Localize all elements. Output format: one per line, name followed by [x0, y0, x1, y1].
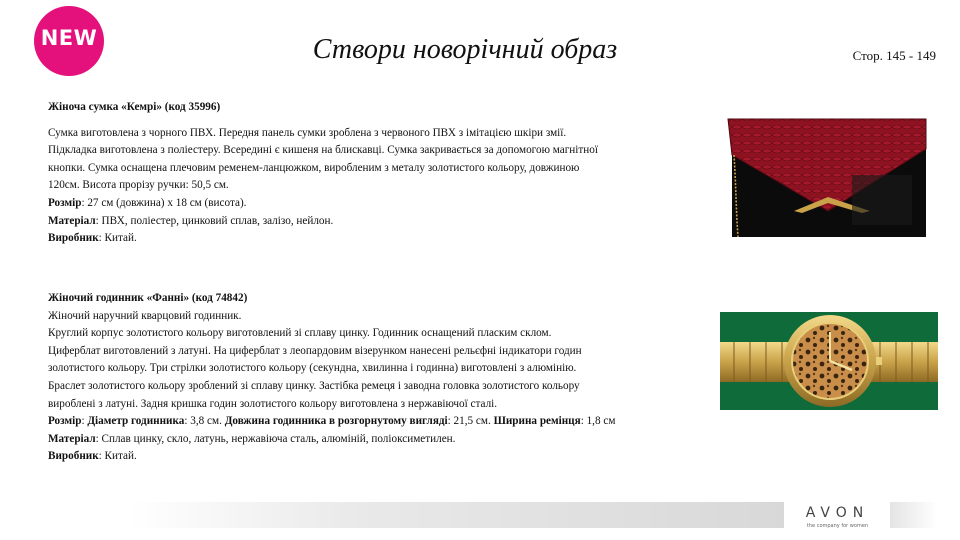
new-badge-label: NEW [40, 26, 98, 50]
watch-width-value: : 1,8 см [580, 415, 616, 428]
watch-heading: Жіночий годинник «Фанні» (код 74842) [48, 292, 248, 304]
watch-text-line: Циферблат виготовлений з латуні. На циферблат з леопардовим візерунком нанесені рельєфні індикатори годин [48, 344, 582, 357]
watch-maker [48, 448, 684, 466]
bag-size [48, 195, 684, 213]
footer-bar-right [890, 502, 938, 528]
page-title: Створи новорічний образ [312, 34, 618, 65]
watch-text-line: Жіночий наручний кварцовий годинник. [48, 309, 242, 322]
bag-material-label: Матеріал [48, 214, 96, 227]
bag-material [48, 213, 684, 231]
watch-text-line: золотистого кольору. Три стрілки золотистого кольору (секундна, хвилинна і годинна) виготовлені з алюмінію. [48, 362, 577, 375]
bag-maker [48, 230, 684, 248]
bag-maker-label: Виробник [48, 232, 99, 245]
watch-len-label: Довжина годинника в розгорнутому вигляді [224, 415, 448, 428]
bag-photo [722, 115, 928, 239]
watch-material-value: : Сплав цинку, скло, латунь, нержавіюча сталь, алюміній, поліоксиметилен. [95, 432, 456, 445]
bag-material-value: : ПВХ, поліестер, цинковий сплав, залізо, нейлон. [95, 214, 334, 227]
new-badge [34, 6, 104, 76]
bag-text-line: 120см. Висота прорізу ручки: 50,5 см. [48, 179, 229, 192]
watch-photo [720, 312, 938, 410]
avon-logo [795, 505, 880, 529]
bag-text-line: Сумка виготовлена з чорного ПВХ. Передня панель сумки зроблена з червоного ПВХ з імітацією шкіри змії. [48, 126, 567, 139]
watch-material-label: Матеріал [48, 432, 96, 445]
watch-description [48, 290, 684, 466]
watch-size-label: Розмір [48, 415, 82, 428]
watch-text-line: Браслет золотистого кольору зроблений зі сплаву цинку. Застібка ремеця і заводна головка золотистого кольору [48, 379, 580, 392]
watch-illustration [720, 312, 938, 410]
footer-bar [130, 502, 784, 528]
watch-width-label: Ширина ремінця [493, 415, 581, 428]
bag-heading: Жіноча сумка «Кемрі» (код 35996) [48, 101, 221, 113]
watch-len-value: : 21,5 см. [447, 415, 494, 428]
bag-maker-value: : Китай. [98, 232, 137, 245]
bag-description [48, 99, 684, 248]
watch-size [48, 413, 684, 431]
bag-size-value: : 27 см (довжина) х 18 см (висота). [81, 196, 247, 209]
watch-maker-label: Виробник [48, 450, 99, 463]
watch-size-sep: : [81, 415, 88, 428]
bag-illustration [722, 115, 928, 239]
watch-material [48, 431, 684, 449]
watch-diam-value: : 3,8 см. [184, 415, 225, 428]
bag-size-label: Розмір [48, 196, 82, 209]
page-range: Стор. 145 - 149 [852, 48, 936, 63]
watch-text-line: Круглий корпус золотистого кольору виготовлений зі сплаву цинку. Годинник оснащений пласким склом. [48, 327, 552, 340]
bag-text-line: кнопки. Сумка оснащена плечовим ременем-ланцюжком, виробленим з металу золотистого кольору, довжиною [48, 161, 580, 174]
avon-tagline: the company for women [806, 523, 869, 529]
bag-text-line: Підкладка виготовлена з поліестеру. Всередині є кишеня на блискавці. Сумка закривається за допомогою магнітної [48, 144, 598, 157]
watch-text-line: вироблені з латуні. Задня кришка годин золотистого кольору виготовлена з нержавіючої сталі. [48, 397, 498, 410]
watch-diam-label: Діаметр годинника [87, 415, 185, 428]
avon-brand: AVON [805, 505, 870, 521]
watch-maker-value: : Китай. [98, 450, 137, 463]
